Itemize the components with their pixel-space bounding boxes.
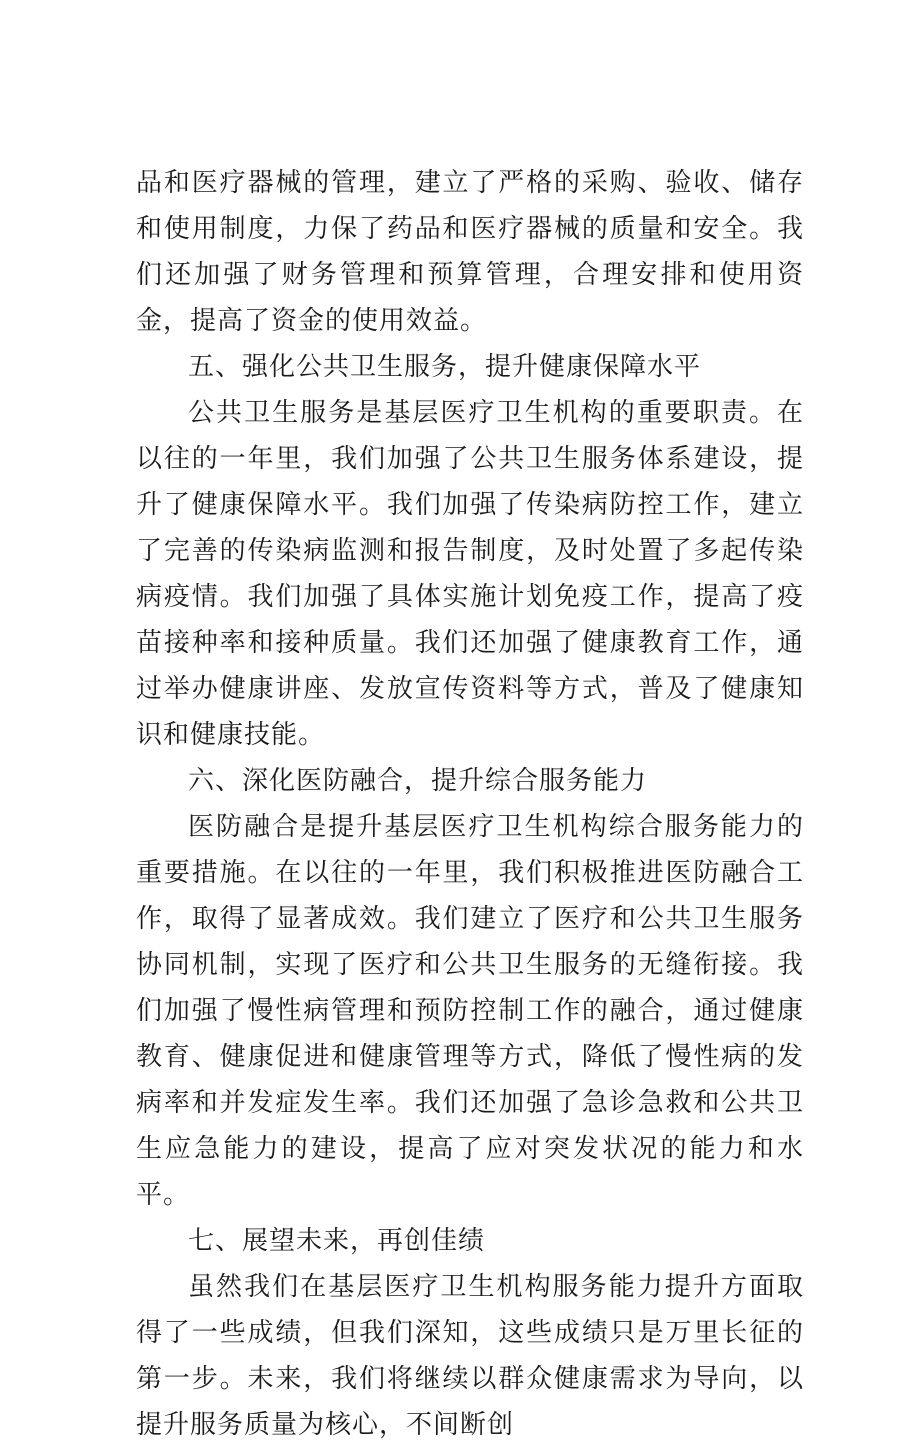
- paragraph-public-health: 公共卫生服务是基层医疗卫生机构的重要职责。在以往的一年里，我们加强了公共卫生服务体系建设，提升了健康保障水平。我们加强了传染病防控工作，建立了完善的传染病监测和报告制度，及时处置了多起传染病疫情。我们加强了具体实施计划免疫工作，提高了疫苗接种率和接种质量。我们还加强了健康教育工作，通过举办健康讲座、发放宣传资料等方式，普及了健康知识和健康技能。: [136, 398, 804, 750]
- paragraph-integration: 医防融合是提升基层医疗卫生机构综合服务能力的重要措施。在以往的一年里，我们积极推进医防融合工作，取得了显著成效。我们建立了医疗和公共卫生服务协同机制，实现了医疗和公共卫生服务的无缝衔接。我们加强了慢性病管理和预防控制工作的融合，通过健康教育、健康促进和健康管理等方式，降低了慢性病的发病率和并发症发生率。我们还加强了急诊急救和公共卫生应急能力的建设，提高了应对突发状况的能力和水平。: [136, 812, 804, 1210]
- heading-section-five: 五、强化公共卫生服务，提升健康保障水平: [188, 352, 702, 382]
- paragraph-management: 品和医疗器械的管理，建立了严格的采购、验收、储存和使用制度，力保了药品和医疗器械的质量和安全。我们还加强了财务管理和预算管理，合理安排和使用资金，提高了资金的使用效益。: [136, 168, 804, 336]
- heading-section-six: 六、深化医防融合，提升综合服务能力: [188, 766, 648, 796]
- paragraph-outlook: 虽然我们在基层医疗卫生机构服务能力提升方面取得了一些成绩，但我们深知，这些成绩只是万里长征的第一步。未来，我们将继续以群众健康需求为导向，以提升服务质量为核心，不间断创: [136, 1272, 804, 1440]
- document-body: [136, 160, 804, 1448]
- heading-section-seven: 七、展望未来，再创佳绩: [188, 1226, 486, 1256]
